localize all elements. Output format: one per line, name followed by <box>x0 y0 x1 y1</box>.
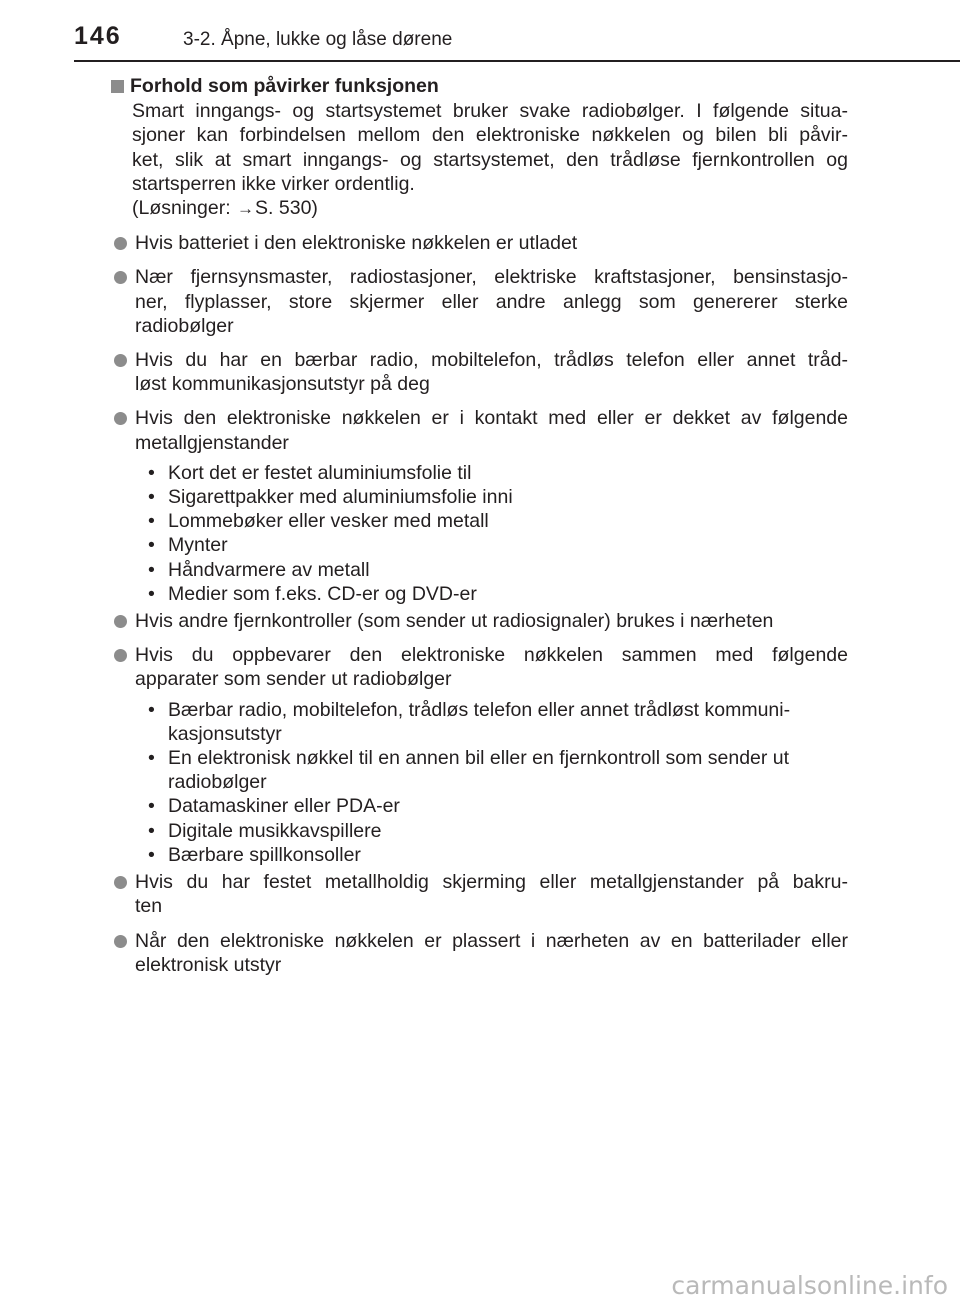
circle-bullet-icon <box>114 237 127 250</box>
list-item-text: Hvis du har festet metallholdig skjerming eller metallgjenstander på bakru- <box>135 871 848 894</box>
condition-list <box>111 231 848 977</box>
intro-line: startsperren ikke virker ordentlig. <box>132 172 415 195</box>
sub-list-item <box>135 582 848 606</box>
sub-list-item <box>135 485 848 509</box>
bullet-dot-icon: • <box>148 534 155 557</box>
sub-list-item-text: Digitale musikkavspillere <box>168 819 382 842</box>
content <box>111 74 848 987</box>
list-item-text: Hvis andre fjernkontroller (som sender ut radiosignaler) brukes i nærheten <box>135 610 774 633</box>
solutions-label: (Løsninger: <box>132 197 231 220</box>
page-number: 146 <box>74 22 122 50</box>
circle-bullet-icon <box>114 876 127 889</box>
list-item-text: radiobølger <box>135 314 234 337</box>
sub-list-item-text: Sigarettpakker med aluminiumsfolie inni <box>168 486 513 509</box>
circle-bullet-icon <box>114 935 127 948</box>
list-item <box>111 643 848 867</box>
sub-list-item-text: Bærbar radio, mobiltelefon, trådløs telefon eller annet trådløst kommuni- <box>168 698 791 721</box>
circle-bullet-icon <box>114 649 127 662</box>
section-heading-text: Forhold som påvirker funksjonen <box>130 75 439 97</box>
square-bullet-icon <box>111 80 124 93</box>
sub-list-item <box>135 461 848 485</box>
sub-list-item <box>135 558 848 582</box>
sub-list-item-text: Håndvarmere av metall <box>168 558 370 581</box>
sub-list-item-text: Medier som f.eks. CD-er og DVD-er <box>168 582 477 605</box>
section-heading <box>111 74 848 98</box>
bullet-dot-icon: • <box>148 510 155 533</box>
list-item-text: Når den elektroniske nøkkelen er plassert i nærheten av en batterilader eller <box>135 929 848 952</box>
list-item <box>111 609 848 633</box>
sub-list-item <box>135 794 848 818</box>
bullet-dot-icon: • <box>148 843 155 866</box>
sub-list-item <box>135 533 848 557</box>
sub-list <box>135 698 848 867</box>
sub-list-item <box>135 819 848 843</box>
intro-line: ket, slik at smart inngangs- og startsystemet, den trådløse fjernkontrollen og <box>132 148 848 171</box>
circle-bullet-icon <box>114 354 127 367</box>
list-item <box>111 265 848 338</box>
list-item-text: Hvis du oppbevarer den elektroniske nøkkelen sammen med følgende <box>135 644 848 667</box>
watermark: carmanualsonline.info <box>671 1271 948 1300</box>
sub-list-item <box>135 746 848 794</box>
list-item <box>111 231 848 255</box>
sub-list-item <box>135 698 848 746</box>
section-title: 3-2. Åpne, lukke og låse dørene <box>183 29 453 50</box>
list-item-text: Nær fjernsynsmaster, radiostasjoner, elektriske kraftstasjoner, bensinstasjo- <box>135 266 848 289</box>
sub-list-item-text: En elektronisk nøkkel til en annen bil eller en fjernkontroll som sender ut <box>168 747 790 770</box>
list-item-text: metallgjenstander <box>135 431 289 454</box>
intro-line: sjoner kan forbindelsen mellom den elektroniske nøkkelen og bilen bli påvir- <box>132 124 848 147</box>
bullet-dot-icon: • <box>148 819 155 842</box>
bullet-dot-icon: • <box>148 747 155 770</box>
sub-list-item-text: Mynter <box>168 534 228 557</box>
sub-list-item <box>135 843 848 867</box>
header-rule <box>74 60 960 62</box>
intro-line: Smart inngangs- og startsystemet bruker svake radiobølger. I følgende situa- <box>132 100 848 123</box>
circle-bullet-icon <box>114 271 127 284</box>
sub-list-item-text: kasjonsutstyr <box>168 722 282 745</box>
list-item-text: apparater som sender ut radiobølger <box>135 668 452 691</box>
solutions-page-link[interactable]: S. 530) <box>255 197 318 220</box>
bullet-dot-icon: • <box>148 795 155 818</box>
sub-list <box>135 461 848 606</box>
list-item-text: Hvis du har en bærbar radio, mobiltelefon, trådløs telefon eller annet tråd- <box>135 349 848 372</box>
list-item <box>111 929 848 977</box>
list-item-text: elektronisk utstyr <box>135 953 282 976</box>
solutions-reference <box>132 196 848 221</box>
arrow-right-icon: → <box>237 199 255 219</box>
bullet-dot-icon: • <box>148 461 155 484</box>
sub-list-item-text: radiobølger <box>168 771 267 794</box>
sub-list-item <box>135 509 848 533</box>
circle-bullet-icon <box>114 615 127 628</box>
bullet-dot-icon: • <box>148 486 155 509</box>
sub-list-item-text: Bærbare spillkonsoller <box>168 843 361 866</box>
bullet-dot-icon: • <box>148 558 155 581</box>
list-item <box>111 870 848 918</box>
sub-list-item-text: Kort det er festet aluminiumsfolie til <box>168 461 472 484</box>
list-item-text: ten <box>135 895 163 918</box>
list-item-text: løst kommunikasjonsutstyr på deg <box>135 373 430 396</box>
list-item-text: Hvis den elektroniske nøkkelen er i kontakt med eller er dekket av følgende <box>135 407 848 430</box>
list-item-text: ner, flyplasser, store skjermer eller andre anlegg som genererer sterke <box>135 290 848 313</box>
list-item <box>111 406 848 606</box>
sub-list-item-text: Lommebøker eller vesker med metall <box>168 510 489 533</box>
circle-bullet-icon <box>114 412 127 425</box>
bullet-dot-icon: • <box>148 698 155 721</box>
bullet-dot-icon: • <box>148 582 155 605</box>
intro-paragraph <box>132 99 848 221</box>
sub-list-item-text: Datamaskiner eller PDA-er <box>168 795 400 818</box>
list-item <box>111 348 848 396</box>
list-item-text: Hvis batteriet i den elektroniske nøkkelen er utladet <box>135 232 578 255</box>
